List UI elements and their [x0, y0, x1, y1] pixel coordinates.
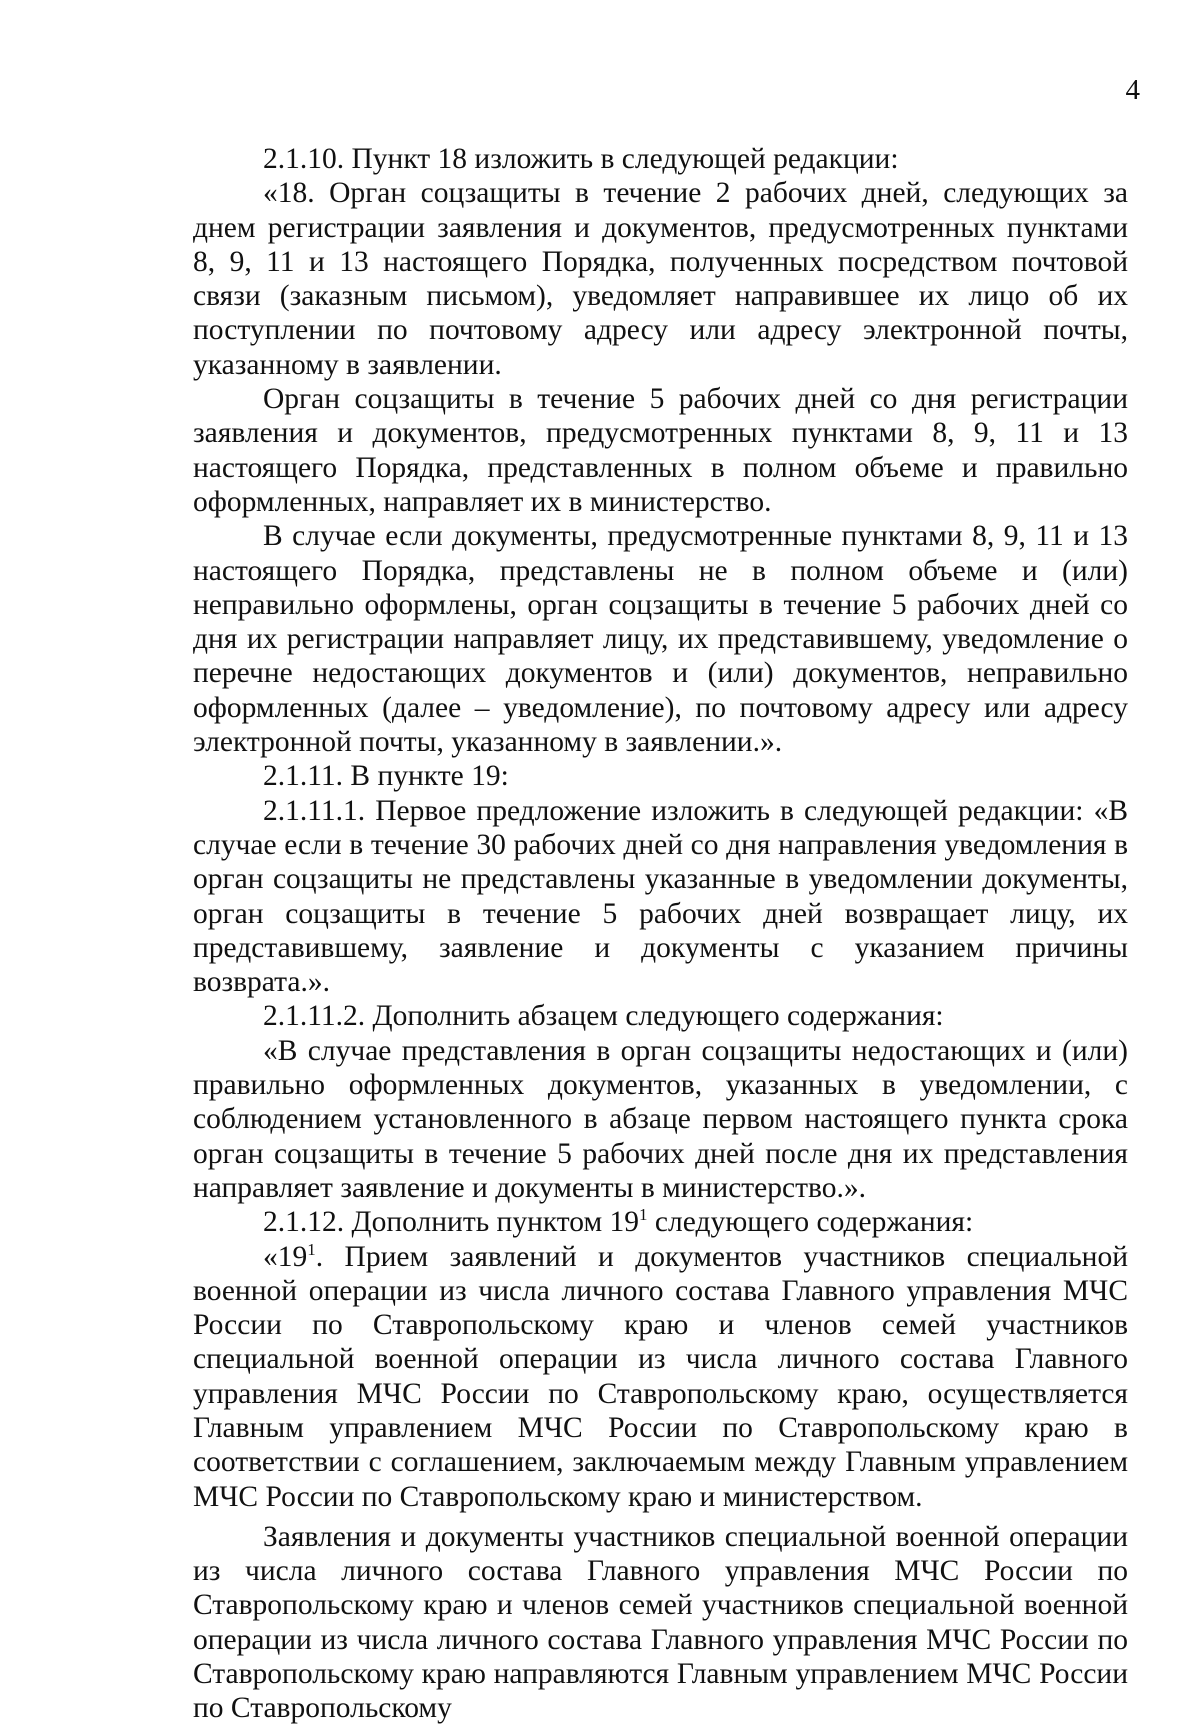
paragraph-missing-documents: «В случае представления в орган соцзащиты недостающих и (или) правильно оформленных документов, указанных в уведомлении, с соблюдением установленного в абзаце первом настоящего пункта срока орган соцзащиты в течение 5 рабочих дней после дня их представления направляет заявление и документы в министерство.».	[193, 1034, 1128, 1204]
paragraph-send-to-ministry: Орган соцзащиты в течение 5 рабочих дней со дня регистрации заявления и документов, предусмотренных пунктами 8, 9, 11 и 13 настоящего Порядка, представленных в полном объеме и правильно оформленных, направляет их в министерство.	[193, 383, 1128, 518]
paragraph-2-1-11-1: 2.1.11.1. Первое предложение изложить в следующей редакции: «В случае если в течение 30 рабочих дней со дня направления уведомления в орган соцзащиты не представлены указанные в уведомлении документы, орган соцзащиты в течение 5 рабочих дней возвращает лицу, их представившему, заявление и документы с указанием причины возврата.».	[193, 794, 1128, 999]
paragraph-incomplete-documents: В случае если документы, предусмотренные пунктами 8, 9, 11 и 13 настоящего Порядка, представлены не в полном объеме и (или) неправильно оформлены, орган соцзащиты в течение 5 рабочих дней со дня их регистрации направляет лицу, их представившему, уведомление о перечне недостающих документов и (или) документов, неправильно оформленных (далее – уведомление), по почтовому адресу или адресу электронной почты, указанному в заявлении.».	[193, 520, 1128, 759]
paragraph-2-1-11: 2.1.11. В пункте 19:	[263, 760, 509, 793]
superscript-one: 1	[639, 1205, 648, 1225]
paragraph-2-1-12-after: следующего содержания:	[647, 1206, 974, 1239]
paragraph-item-19-1	[193, 1240, 1128, 1514]
paragraph-item-19-1-before: «19	[263, 1240, 308, 1273]
paragraph-item-19-1-after: . Прием заявлений и документов участников специальной военной операции из числа личного состава Главного управления МЧС России по Ставропольскому краю и членов семей участников специальной военной операции из числа личного состава Главного управления МЧС России по Ставропольскому краю, осуществляется Главным управлением МЧС России по Ставропольскому краю в соответствии с соглашением, заключаемым между Главным управлением МЧС России по Ставропольскому краю и министерством.	[193, 1240, 1128, 1513]
paragraph-2-1-11-2: 2.1.11.2. Дополнить абзацем следующего содержания:	[263, 1000, 944, 1033]
page-number: 4	[1125, 74, 1140, 106]
paragraph-item-18-text: «18. Орган соцзащиты в течение 2 рабочих дней, следующих за днем регистрации заявления и документов, предусмотренных пунктами 8, 9, 11 и 13 настоящего Порядка, полученных посредством почтовой связи (заказным письмом), уведомляет направившее их лицо об их поступлении по почтовому адресу или адресу электронной почты, указанному в заявлении.	[193, 177, 1128, 381]
document-body	[193, 142, 1128, 1726]
paragraph-applications-forwarding: Заявления и документы участников специальной военной операции из числа личного состава Главного управления МЧС России по Ставропольскому краю и членов семей участников специальной военной операции из числа личного состава Главного управления МЧС России по Ставропольскому краю направляются Главным управлением МЧС России по Ставропольскому	[193, 1520, 1128, 1725]
paragraph-2-1-12-before: 2.1.12. Дополнить пунктом 19	[263, 1206, 640, 1239]
paragraph-2-1-12	[193, 1205, 1128, 1239]
paragraph-2-1-10: 2.1.10. Пункт 18 изложить в следующей редакции:	[263, 143, 899, 175]
superscript-one: 1	[307, 1239, 316, 1259]
